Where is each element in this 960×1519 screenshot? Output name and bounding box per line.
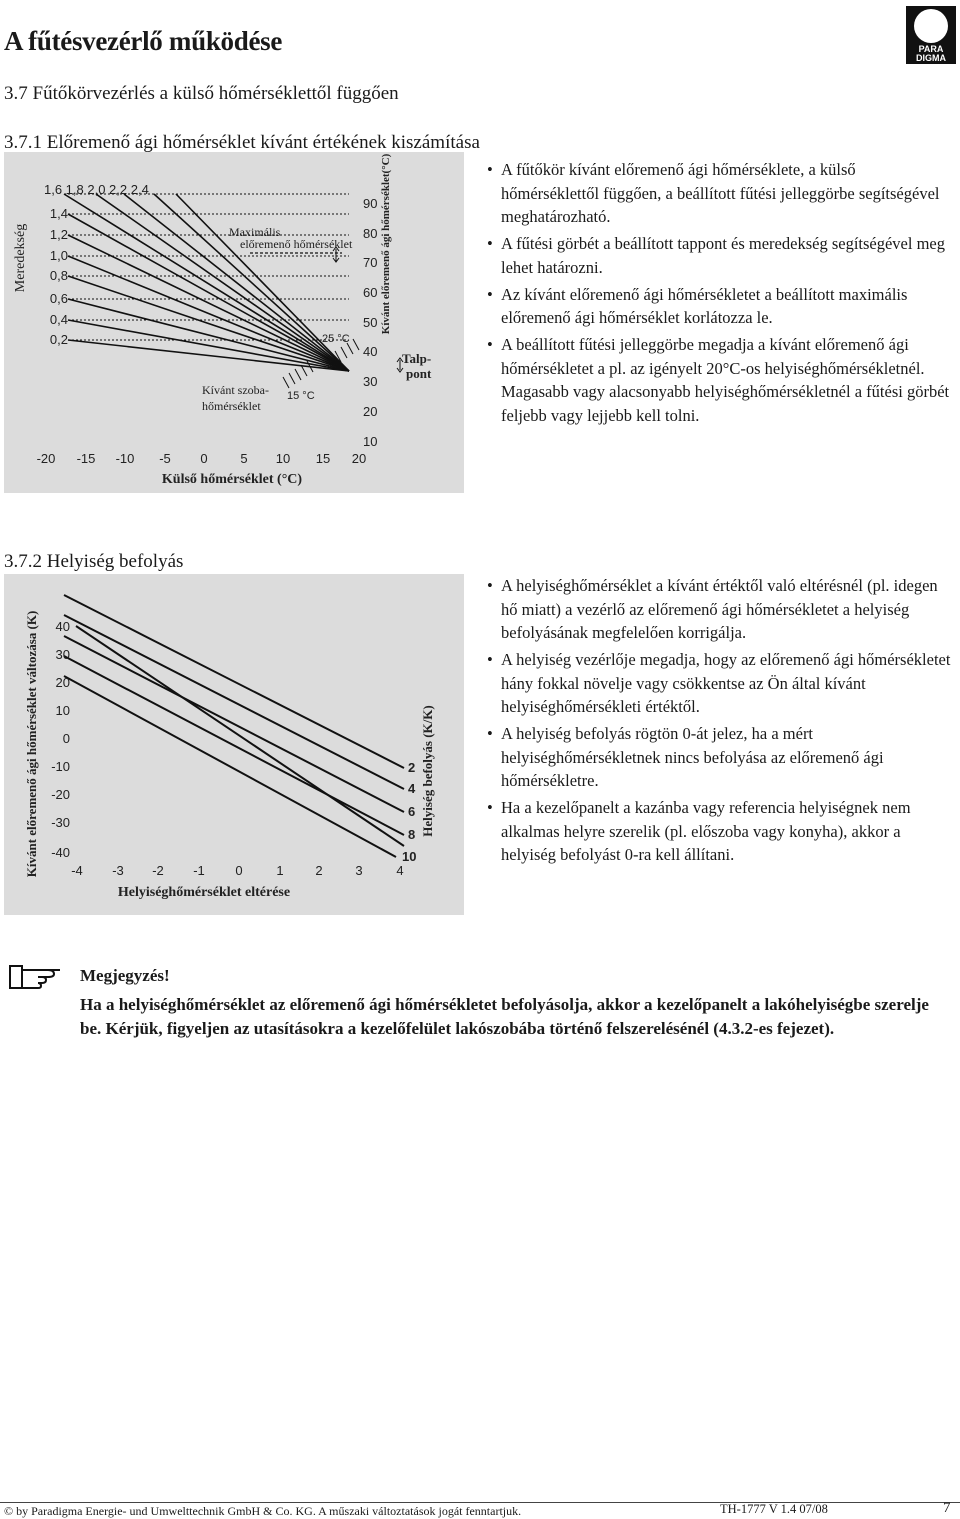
flow-temp-tick: 60 — [363, 285, 378, 300]
flow-change-tick: -20 — [51, 787, 70, 802]
room-temp-25c-label: 25 °C — [322, 333, 350, 345]
influence-factor-label: 10 — [402, 849, 417, 864]
slope-guide-lines — [64, 194, 349, 340]
room-deviation-tick: 2 — [315, 863, 323, 878]
outdoor-temp-axis-label: Külső hőmérséklet (°C) — [161, 472, 303, 487]
slope-top-labels: 1,6 1,8 2,0 2,2 2,4 — [44, 182, 149, 197]
flow-change-tick: 0 — [62, 731, 70, 746]
room-deviation-tick: 1 — [276, 863, 284, 878]
room-influence-line — [64, 636, 404, 812]
outdoor-temp-tick: -15 — [76, 451, 96, 466]
flow-temp-tick: 20 — [363, 404, 378, 419]
foot-point-label-line1: Talp- — [402, 351, 432, 366]
flow-temp-tick: 30 — [363, 374, 378, 389]
flow-change-tick: 20 — [55, 675, 70, 690]
bullet-item: • A fűtőkör kívánt előremenő ági hőmérséklete, a külső hőmérséklettől függően, a beállított fűtési jelleggörbe segítségével meghatározható. — [487, 158, 957, 229]
slope-label: 0,2 — [49, 332, 68, 347]
room-deviation-tick: 3 — [355, 863, 363, 878]
heating-curve-figure — [4, 152, 464, 493]
bullet-item: • A helyiség befolyás rögtön 0-át jelez, ha a mért helyiséghőmérsékletnek nincs befolyása az előremenő ági hőmérsékletre. — [487, 722, 957, 793]
room-deviation-tick: -2 — [152, 863, 164, 878]
room-deviation-tick: 4 — [396, 863, 404, 878]
bullet-item: • A helyiség vezérlője megadja, hogy az előremenő ági hőmérsékletet hány fokkal növelje vagy csökkentse az Ön által kívánt helyiséghőmérsékleti értéktől. — [487, 648, 957, 719]
flow-change-tick: -40 — [51, 845, 70, 860]
paradigma-logo — [906, 6, 956, 64]
outdoor-temp-tick: -10 — [115, 451, 135, 466]
flow-change-tick: 10 — [55, 703, 70, 718]
max-flow-label-line2: előremenő hőmérséklet — [240, 237, 353, 251]
influence-factor-label: 4 — [408, 781, 416, 796]
slope-label: 0,4 — [49, 312, 68, 327]
note-body: Ha a helyiséghőmérséklet az előremenő ági hőmérsékletet befolyásolja, akkor a kezelőpanelt a lakóhelyiségbe szerelje be. Kérjük, figyeljen az utasításokra a kezelőfelület lakószobába történő felszerelésénél (4.3.2-es fejezet). — [80, 995, 929, 1038]
flow-change-tick: 30 — [55, 647, 70, 662]
room-temp-label-line1: Kívánt szoba- — [202, 383, 269, 397]
flow-change-tick: -10 — [51, 759, 70, 774]
room-influence-line — [64, 615, 404, 789]
section-heading-3-7-2: 3.7.2 Helyiség befolyás — [4, 551, 184, 572]
slope-label: 0,8 — [49, 268, 68, 283]
slope-label: 1,0 — [49, 248, 68, 263]
foot-point-label-line2: pont — [406, 366, 432, 381]
page-number: 7 — [943, 1500, 951, 1516]
room-influence-bullets — [487, 574, 957, 870]
flow-change-tick: -30 — [51, 815, 70, 830]
flow-temp-tick: 10 — [363, 434, 378, 449]
room-influence-line — [64, 656, 404, 835]
heating-curve-line — [154, 194, 349, 371]
heating-curve-line — [124, 194, 349, 371]
influence-axis-label: Helyiség befolyás (K/K) — [420, 705, 435, 837]
influence-factor-label: 6 — [408, 804, 416, 819]
note-title: Megjegyzés! — [80, 966, 170, 985]
flow-temp-tick: 80 — [363, 226, 378, 241]
outdoor-temp-tick: 5 — [240, 451, 248, 466]
influence-factor-label: 2 — [408, 760, 416, 775]
flow-temp-tick: 50 — [363, 315, 378, 330]
slope-axis-label: Meredekség — [13, 223, 28, 293]
bullet-item: • A fűtési görbét a beállított tappont és meredekség segítségével meg lehet határozni. — [487, 232, 957, 279]
page-title: A fűtésvezérlő működése — [4, 26, 283, 56]
section-heading-3-7: 3.7 Fűtőkörvezérlés a külső hőmérséklettől függően — [4, 83, 399, 104]
outdoor-temp-tick: 0 — [200, 451, 208, 466]
room-influence-line — [64, 595, 404, 768]
room-temp-15c-label: 15 °C — [287, 390, 315, 402]
room-influence-lines — [64, 595, 404, 857]
pointing-hand-icon — [8, 960, 62, 992]
heating-curve-lines — [64, 194, 349, 371]
room-temp-label-line2: hőmérséklet — [202, 399, 261, 413]
flow-temp-tick: 40 — [363, 344, 378, 359]
heating-curve-line — [68, 299, 349, 371]
influence-factor-label: 8 — [408, 827, 416, 842]
heating-curve-line — [68, 235, 349, 371]
bullet-item: • Az kívánt előremenő ági hőmérsékletet a beállított maximális előremenő ági hőmérséklet korlátozza le. — [487, 283, 957, 330]
slope-label: 0,6 — [49, 291, 68, 306]
flow-change-tick: 40 — [55, 619, 70, 634]
footer-copyright: © by Paradigma Energie- und Umwelttechnik GmbH & Co. KG. A műszaki változtatások jogát fenntartjuk. — [4, 1504, 522, 1518]
flow-temp-tick: 90 — [363, 196, 378, 211]
room-deviation-tick: -3 — [112, 863, 124, 878]
flow-temp-tick: 70 — [363, 255, 378, 270]
outdoor-temp-tick: 10 — [275, 451, 291, 466]
heating-curve-bullets — [487, 158, 957, 431]
flow-change-axis-label: Kívánt előremenő ági hőmérséklet változása (K) — [24, 610, 39, 878]
footer-document-id: TH-1777 V 1.4 07/08 — [720, 1502, 828, 1516]
bullet-item: • Ha a kezelőpanelt a kazánba vagy referencia helyiségnek nem alkalmas helyre szerelik (pl. előszoba vagy konyha), akkor a helyiség befolyást 0-ra kell állítani. — [487, 796, 957, 867]
heating-curve-line — [68, 276, 349, 371]
room-deviation-tick: -4 — [71, 863, 83, 878]
outdoor-temp-tick: -20 — [36, 451, 56, 466]
outdoor-temp-tick: -5 — [159, 451, 171, 466]
room-deviation-tick: -1 — [193, 863, 205, 878]
room-deviation-tick: 0 — [235, 863, 243, 878]
bullet-item: • A helyiséghőmérséklet a kívánt értéktől való eltérésnél (pl. idegen hő miatt) a vezérlő az előremenő ági hőmérsékletet a helyiség befolyásának megfelelően korrigálja. — [487, 574, 957, 645]
flow-temp-axis-label: Kívánt előremenő ági hőmérséklet(°C) — [380, 153, 392, 335]
outdoor-temp-tick: 20 — [351, 451, 367, 466]
room-deviation-axis-label: Helyiséghőmérséklet eltérése — [117, 885, 291, 900]
logo-text-digma: DIGMA — [916, 53, 946, 63]
room-influence-line — [76, 626, 404, 846]
slope-label: 1,4 — [49, 206, 68, 221]
logo-text-para: PARA — [918, 44, 944, 54]
room-influence-figure — [4, 574, 464, 915]
max-flow-label-line1: Maximális — [229, 225, 281, 239]
room-influence-line — [64, 676, 396, 857]
bullet-item: • A beállított fűtési jelleggörbe megadja a kívánt előremenő ági hőmérsékletet a pl. az igényelt 20°C-os helyiséghőmérsékletnél. Magasabb vagy alacsonyabb helyiséghőmérsékletnél a fűtési görbét feljebb vagy lejjebb kell tolni. — [487, 333, 957, 427]
section-heading-3-7-1: 3.7.1 Előremenő ági hőmérséklet kívánt értékének kiszámítása — [4, 132, 480, 153]
slope-label: 1,2 — [49, 227, 68, 242]
outdoor-temp-tick: 15 — [315, 451, 331, 466]
